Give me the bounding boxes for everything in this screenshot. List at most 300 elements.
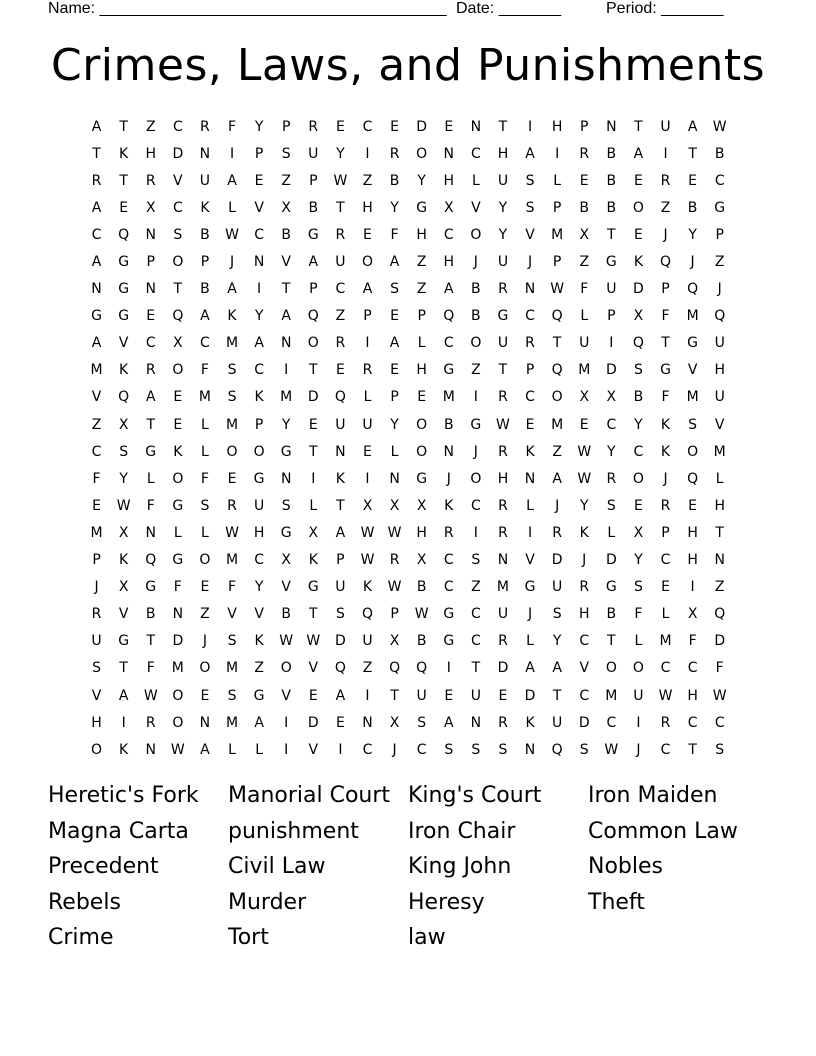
grid-letter: T [309, 443, 318, 460]
grid-letter: P [715, 226, 724, 243]
grid-letter: E [661, 579, 670, 596]
word-list-item: Iron Maiden [588, 783, 718, 808]
grid-letter: E [579, 416, 589, 433]
grid-letter: E [633, 226, 643, 243]
grid-letter: I [555, 145, 560, 162]
grid-letter: C [606, 416, 617, 433]
grid-letter: U [497, 254, 509, 271]
word-list-item: Tort [228, 925, 269, 950]
grid-letter: N [714, 552, 725, 569]
grid-letter: P [92, 552, 101, 569]
grid-letter: Z [471, 579, 481, 596]
grid-letter: I [121, 714, 126, 731]
grid-letter: F [661, 308, 670, 325]
grid-letter: O [687, 443, 699, 460]
grid-letter: R [308, 118, 319, 135]
grid-letter: O [361, 254, 373, 271]
grid-letter: N [524, 470, 536, 487]
grid-letter: R [498, 714, 508, 731]
grid-letter: L [417, 335, 426, 352]
grid-letter: J [527, 606, 533, 623]
grid-letter: G [470, 416, 482, 433]
grid-letter: A [525, 145, 535, 162]
grid-letter: F [634, 606, 643, 623]
grid-letter: E [200, 687, 210, 704]
grid-letter: W [279, 633, 294, 650]
grid-letter: W [550, 281, 565, 298]
grid-letter: E [525, 416, 535, 433]
grid-row [83, 709, 743, 736]
grid-letter: V [227, 606, 237, 623]
grid-letter: G [118, 633, 130, 650]
grid-letter: D [497, 660, 509, 677]
grid-letter: A [227, 172, 237, 189]
grid-letter: I [365, 145, 370, 162]
grid-letter: A [281, 308, 291, 325]
grid-letter: W [387, 579, 402, 596]
grid-letter: O [470, 226, 482, 243]
grid-letter: C [714, 172, 725, 189]
grid-letter: J [555, 497, 560, 514]
grid-letter: B [606, 172, 617, 189]
grid-letter: H [91, 714, 102, 731]
grid-letter: Z [714, 254, 725, 271]
grid-letter: Q [714, 606, 726, 623]
grid-letter: L [607, 524, 616, 541]
grid-letter: C [254, 552, 264, 569]
grid-letter: Q [551, 741, 563, 758]
grid-letter: Q [443, 308, 455, 325]
grid-letter: M [578, 362, 591, 379]
grid-letter: N [362, 714, 373, 731]
grid-letter: O [172, 254, 184, 271]
grid-letter: G [660, 362, 671, 379]
grid-letter: V [714, 416, 725, 433]
grid-letter: Q [687, 470, 699, 487]
grid-letter: W [658, 687, 673, 704]
grid-letter: K [119, 145, 129, 162]
grid-letter: Q [551, 308, 563, 325]
grid-letter: T [498, 362, 508, 379]
grid-letter: P [309, 281, 318, 298]
grid-letter: V [579, 660, 590, 677]
grid-letter: S [525, 172, 535, 189]
grid-letter: A [552, 660, 562, 677]
grid-row [83, 221, 743, 248]
grid-letter: U [497, 335, 509, 352]
grid-letter: S [715, 741, 725, 758]
grid-letter: K [362, 579, 373, 596]
grid-letter: C [470, 497, 481, 514]
grid-letter: D [416, 118, 428, 135]
grid-letter: X [687, 606, 698, 623]
grid-letter: D [172, 633, 184, 650]
grid-letter: N [145, 741, 156, 758]
grid-letter: H [416, 226, 427, 243]
grid-letter: R [498, 281, 508, 298]
grid-letter: X [145, 199, 156, 216]
grid-row [83, 140, 743, 167]
grid-letter: M [225, 335, 239, 352]
grid-letter: O [172, 714, 184, 731]
grid-letter: Y [390, 199, 399, 216]
grid-letter: C [470, 633, 481, 650]
grid-letter: C [172, 199, 183, 216]
grid-row [83, 655, 743, 682]
grid-letter: M [171, 660, 184, 677]
grid-letter: G [605, 254, 617, 271]
grid-letter: Y [634, 416, 643, 433]
grid-letter: R [579, 145, 590, 162]
grid-letter: L [228, 199, 236, 216]
grid-letter: U [253, 497, 265, 514]
grid-letter: G [253, 687, 265, 704]
grid-letter: U [91, 633, 102, 650]
grid-letter: I [229, 145, 235, 162]
grid-letter: X [633, 308, 644, 325]
grid-letter: H [714, 497, 725, 514]
grid-letter: R [498, 389, 508, 406]
grid-letter: S [92, 660, 101, 677]
grid-letter: K [579, 524, 589, 541]
grid-letter: S [227, 362, 237, 379]
grid-letter: P [254, 145, 264, 162]
grid-letter: S [227, 687, 237, 704]
grid-letter: U [714, 335, 725, 352]
grid-letter: W [712, 118, 727, 135]
grid-row [83, 492, 743, 519]
grid-letter: N [389, 470, 400, 487]
grid-letter: A [389, 335, 400, 352]
grid-letter: S [417, 714, 427, 731]
grid-letter: P [363, 308, 372, 325]
grid-letter: E [498, 687, 508, 704]
grid-letter: I [446, 660, 451, 677]
grid-letter: P [552, 199, 562, 216]
grid-letter: J [473, 254, 478, 271]
grid-letter: R [389, 552, 400, 569]
grid-letter: S [688, 416, 698, 433]
grid-letter: Z [281, 172, 291, 189]
grid-letter: Q [334, 660, 346, 677]
grid-letter: T [390, 687, 399, 704]
grid-letter: U [633, 687, 644, 704]
grid-letter: K [119, 362, 129, 379]
grid-letter: G [307, 226, 319, 243]
grid-letter: C [660, 660, 671, 677]
grid-letter: R [525, 335, 535, 352]
grid-letter: H [497, 145, 509, 162]
grid-letter: W [225, 226, 239, 243]
grid-letter: L [553, 172, 562, 189]
grid-letter: C [91, 226, 102, 243]
grid-letter: F [200, 362, 209, 379]
grid-letter: D [714, 633, 726, 650]
grid-letter: N [524, 281, 536, 298]
grid-letter: O [416, 443, 428, 460]
grid-letter: A [200, 741, 210, 758]
grid-letter: V [118, 335, 129, 352]
word-list-item: Civil Law [228, 854, 326, 879]
grid-letter: G [280, 524, 292, 541]
grid-letter: M [90, 524, 103, 541]
grid-letter: B [471, 308, 481, 325]
grid-letter: K [444, 497, 454, 514]
word-list-item: punishment [228, 818, 359, 844]
grid-row [83, 574, 743, 601]
grid-letter: A [254, 335, 264, 352]
grid-letter: R [443, 524, 454, 541]
grid-letter: A [91, 335, 102, 352]
grid-letter: O [172, 687, 184, 704]
grid-letter: U [470, 687, 481, 704]
grid-letter: O [172, 470, 184, 487]
grid-row [83, 736, 743, 763]
grid-letter: O [632, 660, 644, 677]
grid-letter: G [280, 443, 292, 460]
grid-letter: I [365, 470, 370, 487]
grid-letter: R [606, 470, 617, 487]
grid-letter: O [551, 389, 563, 406]
grid-letter: F [200, 470, 209, 487]
grid-letter: Q [632, 335, 644, 352]
grid-letter: I [609, 335, 614, 352]
grid-letter: W [577, 470, 592, 487]
grid-letter: L [201, 416, 209, 433]
grid-letter: K [254, 389, 264, 406]
grid-letter: B [200, 226, 210, 243]
grid-letter: Y [254, 118, 264, 135]
grid-letter: H [443, 172, 455, 189]
grid-letter: O [470, 470, 482, 487]
grid-letter: X [579, 226, 590, 243]
grid-letter: W [577, 443, 592, 460]
word-list-item: King's Court [408, 783, 542, 808]
grid-letter: E [92, 497, 101, 514]
grid-letter: W [116, 497, 131, 514]
grid-letter: R [660, 714, 671, 731]
grid-letter: Z [660, 199, 671, 216]
grid-letter: S [281, 497, 291, 514]
grid-letter: O [91, 741, 103, 758]
grid-letter: J [473, 443, 478, 460]
grid-letter: Z [552, 443, 562, 460]
grid-letter: E [119, 199, 129, 216]
grid-letter: Z [200, 606, 210, 623]
grid-letter: H [416, 524, 427, 541]
grid-letter: I [284, 714, 289, 731]
grid-letter: M [686, 389, 699, 406]
grid-letter: E [633, 497, 643, 514]
grid-letter: S [200, 497, 210, 514]
grid-letter: P [525, 362, 535, 379]
grid-letter: C [633, 443, 644, 460]
grid-letter: U [335, 416, 346, 433]
grid-letter: U [308, 145, 319, 162]
grid-letter: B [281, 606, 291, 623]
grid-letter: E [444, 687, 454, 704]
grid-letter: V [525, 552, 535, 569]
word-list-item: Crime [48, 925, 114, 950]
grid-letter: O [172, 362, 184, 379]
grid-letter: N [145, 281, 156, 298]
grid-letter: T [146, 633, 156, 650]
grid-letter: W [143, 687, 158, 704]
grid-letter: C [525, 308, 535, 325]
grid-letter: C [687, 714, 698, 731]
grid-letter: U [714, 389, 725, 406]
grid-letter: R [145, 714, 156, 731]
grid-letter: C [172, 118, 183, 135]
grid-letter: N [199, 145, 211, 162]
grid-row [83, 248, 743, 275]
grid-letter: O [280, 660, 292, 677]
grid-letter: L [661, 606, 670, 623]
grid-letter: W [170, 741, 185, 758]
grid-letter: H [145, 145, 156, 162]
grid-letter: G [443, 362, 455, 379]
grid-letter: R [389, 145, 400, 162]
grid-letter: E [633, 172, 643, 189]
grid-letter: I [663, 145, 668, 162]
grid-letter: C [416, 741, 427, 758]
grid-letter: Q [172, 308, 184, 325]
grid-letter: C [579, 687, 590, 704]
grid-letter: B [633, 389, 644, 406]
grid-letter: X [606, 389, 617, 406]
word-list-item: King John [408, 854, 512, 879]
grid-letter: Z [91, 416, 102, 433]
grid-letter: Z [471, 362, 481, 379]
grid-letter: F [227, 118, 237, 135]
grid-letter: T [661, 335, 670, 352]
grid-letter: U [497, 606, 509, 623]
grid-letter: E [417, 389, 427, 406]
grid-letter: G [118, 281, 130, 298]
grid-letter: N [280, 335, 292, 352]
grid-letter: D [172, 145, 184, 162]
grid-letter: V [281, 579, 291, 596]
grid-letter: E [200, 579, 210, 596]
grid-letter: E [335, 714, 345, 731]
grid-letter: B [416, 633, 427, 650]
grid-letter: G [714, 199, 726, 216]
grid-letter: S [390, 281, 400, 298]
grid-letter: M [442, 389, 455, 406]
grid-letter: Q [118, 389, 130, 406]
grid-letter: V [687, 362, 698, 379]
grid-letter: D [633, 281, 644, 298]
grid-letter: Z [362, 172, 373, 189]
grid-letter: Q [416, 660, 428, 677]
grid-letter: P [390, 606, 399, 623]
grid-letter: B [308, 199, 319, 216]
grid-row [83, 438, 743, 465]
grid-letter: A [525, 660, 535, 677]
grid-letter: U [199, 172, 211, 189]
grid-letter: C [714, 714, 725, 731]
grid-row [83, 411, 743, 438]
grid-letter: M [713, 443, 726, 460]
grid-letter: Q [687, 281, 699, 298]
grid-letter: H [416, 362, 427, 379]
grid-letter: A [389, 254, 400, 271]
grid-letter: N [145, 226, 156, 243]
grid-letter: F [390, 226, 399, 243]
word-list-item: Iron Chair [408, 818, 516, 844]
grid-letter: T [119, 172, 128, 189]
grid-letter: Y [281, 416, 291, 433]
grid-letter: Q [551, 362, 563, 379]
grid-letter: O [199, 660, 211, 677]
grid-letter: W [414, 606, 429, 623]
grid-letter: R [579, 579, 590, 596]
grid-letter: R [91, 172, 102, 189]
grid-letter: E [363, 443, 372, 460]
grid-letter: A [91, 199, 102, 216]
grid-letter: M [551, 226, 564, 243]
grid-letter: J [663, 226, 668, 243]
grid-letter: K [660, 443, 671, 460]
grid-letter: O [253, 443, 265, 460]
grid-letter: P [146, 254, 155, 271]
grid-letter: I [311, 470, 316, 487]
grid-letter: P [552, 254, 562, 271]
grid-letter: A [335, 687, 346, 704]
grid-letter: C [579, 633, 590, 650]
grid-letter: J [392, 741, 397, 758]
grid-letter: T [119, 660, 128, 677]
grid-letter: S [606, 497, 616, 514]
grid-letter: Y [336, 145, 345, 162]
grid-letter: E [308, 416, 318, 433]
grid-letter: T [281, 281, 291, 298]
grid-letter: L [634, 633, 643, 650]
grid-letter: L [201, 524, 209, 541]
grid-letter: W [333, 172, 348, 189]
grid-row [83, 628, 743, 655]
grid-row [83, 194, 743, 221]
grid-letter: O [416, 416, 428, 433]
grid-letter: P [580, 118, 589, 135]
grid-letter: B [200, 281, 210, 298]
grid-letter: I [284, 362, 289, 379]
grid-letter: M [225, 552, 239, 569]
grid-letter: N [91, 281, 102, 298]
grid-letter: T [471, 660, 481, 677]
grid-letter: T [173, 281, 183, 298]
grid-letter: X [118, 524, 129, 541]
grid-letter: R [552, 524, 562, 541]
grid-letter: C [443, 335, 454, 352]
grid-letter: R [498, 497, 508, 514]
grid-letter: Z [145, 118, 156, 135]
grid-letter: T [119, 118, 128, 135]
grid-row [83, 465, 743, 492]
grid-letter: N [443, 145, 454, 162]
grid-letter: E [173, 389, 183, 406]
grid-letter: J [94, 579, 99, 596]
grid-letter: J [717, 281, 722, 298]
grid-letter: V [281, 254, 291, 271]
grid-letter: E [688, 172, 698, 189]
grid-row [83, 547, 743, 574]
grid-letter: X [443, 199, 454, 216]
grid-letter: N [253, 254, 265, 271]
grid-letter: W [360, 552, 375, 569]
grid-letter: A [118, 687, 129, 704]
grid-letter: F [580, 281, 589, 298]
